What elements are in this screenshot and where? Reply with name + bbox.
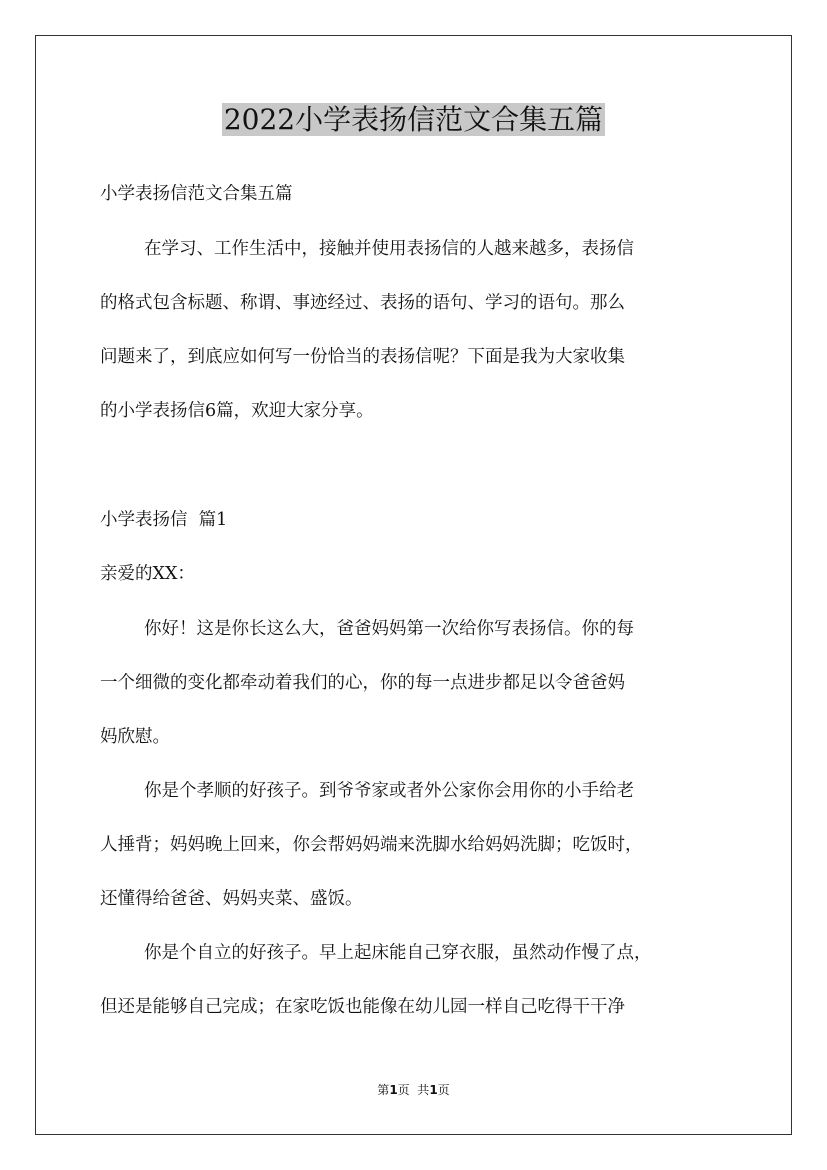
body-line-5: 人捶背；妈妈晚上回来，你会帮妈妈端来洗脚水给妈妈洗脚；吃饭时， — [100, 835, 643, 855]
intro-line-2: 的格式包含标题、称谓、事迹经过、表扬的语句、学习的语句。那么 — [100, 293, 625, 313]
body-line-2: 一个细微的变化都牵动着我们的心，你的每一点进步都足以令爸爸妈 — [100, 673, 625, 693]
body-line-8: 但还是能够自己完成；在家吃饭也能像在幼儿园一样自己吃得干干净 — [100, 997, 625, 1017]
section-heading: 小学表扬信 篇1 — [100, 510, 228, 530]
body-line-1: 你好！这是你长这么大，爸爸妈妈第一次给你写表扬信。你的每 — [144, 619, 634, 639]
intro-line-3: 问题来了，到底应如何写一份恰当的表扬信呢？下面是我为大家收集 — [100, 347, 625, 367]
body-line-3: 妈欣慰。 — [100, 727, 170, 747]
body-line-4: 你是个孝顺的好孩子。到爷爷家或者外公家你会用你的小手给老 — [144, 781, 634, 801]
page-number-footer — [0, 1082, 827, 1098]
footer-page-total: 1 — [429, 1083, 438, 1097]
intro-line-4: 的小学表扬信6篇，欢迎大家分享。 — [100, 401, 374, 421]
footer-page-num: 1 — [389, 1083, 398, 1097]
document-subtitle: 小学表扬信范文合集五篇 — [100, 184, 293, 204]
footer-page-suffix: 页 — [437, 1083, 450, 1097]
document-title-text: 2022小学表扬信范文合集五篇 — [223, 103, 604, 136]
document-title — [0, 100, 827, 140]
footer-page-prefix: 第 — [377, 1083, 390, 1097]
body-line-7: 你是个自立的好孩子。早上起床能自己穿衣服，虽然动作慢了点， — [144, 943, 652, 963]
intro-line-1: 在学习、工作生活中，接触并使用表扬信的人越来越多，表扬信 — [144, 239, 634, 259]
footer-page-mid: 页 共 — [397, 1083, 430, 1097]
salutation: 亲爱的XX： — [100, 564, 195, 584]
body-line-6: 还懂得给爸爸、妈妈夹菜、盛饭。 — [100, 889, 363, 909]
